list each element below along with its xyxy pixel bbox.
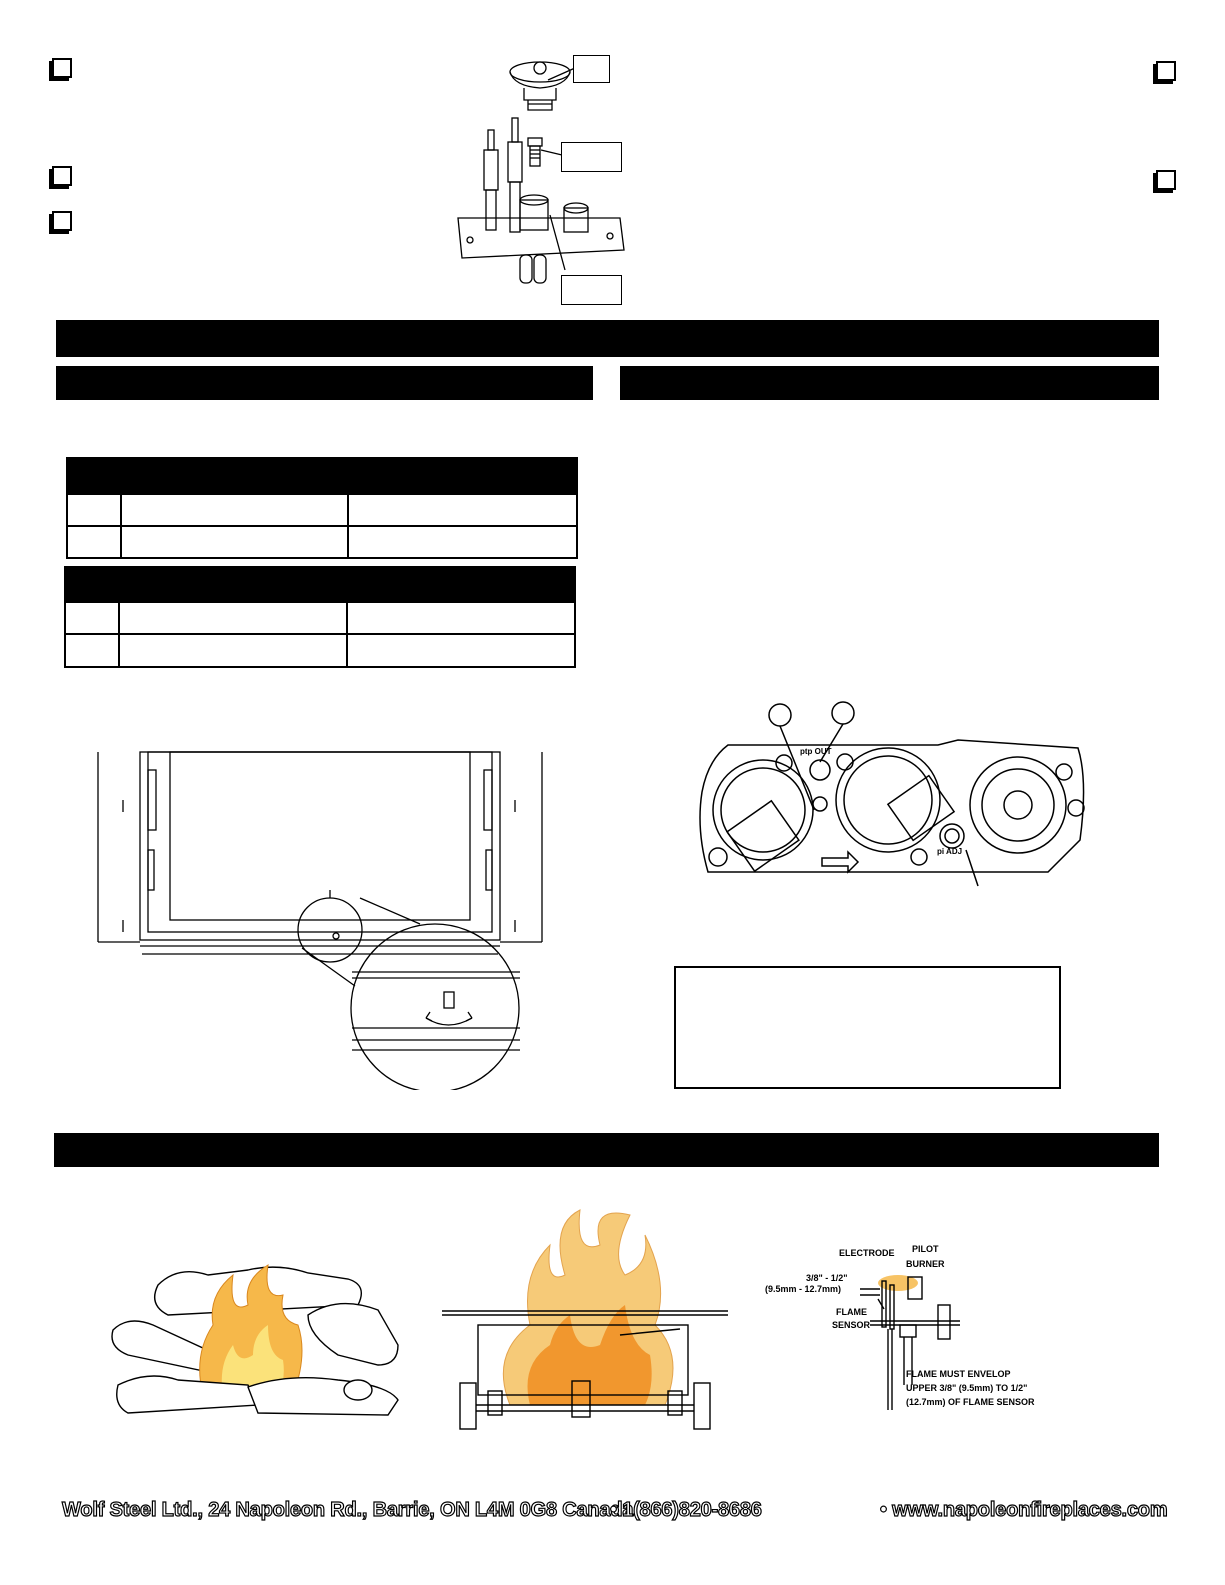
footer-phone[interactable]: • 1(866)820-8686 bbox=[610, 1499, 762, 1521]
section-header-bar-main bbox=[56, 320, 1159, 357]
fireplace-frame-illustration bbox=[90, 750, 550, 1090]
table-row bbox=[68, 525, 576, 557]
label-flame-note-line1: FLAME MUST ENVELOP bbox=[906, 1369, 1011, 1379]
label-flame-note-line2: UPPER 3/8" (9.5mm) TO 1/2" bbox=[906, 1383, 1028, 1393]
table-divider bbox=[347, 493, 349, 557]
checkbox-top-left-3[interactable] bbox=[52, 211, 72, 231]
label-ptp-out: ptp OUT bbox=[800, 747, 832, 756]
table-header bbox=[68, 459, 576, 493]
section-header-bar-right bbox=[620, 366, 1159, 400]
spec-table-1 bbox=[66, 457, 578, 559]
table-divider bbox=[120, 493, 122, 557]
label-flame-sensor-line2: SENSOR bbox=[832, 1320, 871, 1330]
section-header-bar-bottom bbox=[54, 1133, 1159, 1167]
label-pi-adj: pi ADJ bbox=[937, 847, 963, 856]
label-gap-line1: 3/8" - 1/2" bbox=[806, 1273, 848, 1283]
burner-flame-illustration bbox=[440, 1205, 730, 1435]
note-box bbox=[674, 966, 1061, 1089]
callout-box-3 bbox=[561, 275, 622, 305]
checkbox-top-left-1[interactable] bbox=[52, 58, 72, 78]
section-header-bar-left bbox=[56, 366, 593, 400]
label-gap-line2: (9.5mm - 12.7mm) bbox=[765, 1284, 842, 1294]
checkbox-top-right-1[interactable] bbox=[1156, 61, 1176, 81]
table-divider bbox=[346, 601, 348, 666]
log-set-flame-illustration bbox=[108, 1255, 408, 1420]
pilot-assembly-illustration bbox=[440, 50, 640, 310]
footer-address: Wolf Steel Ltd., 24 Napoleon Rd., Barrie, ON L4M 0G8 Canada bbox=[62, 1499, 634, 1521]
label-pilot-line2: BURNER bbox=[906, 1259, 945, 1269]
callout-box-2 bbox=[561, 142, 622, 172]
callout-box-1 bbox=[573, 55, 610, 83]
label-pilot-line1: PILOT bbox=[912, 1244, 939, 1254]
table-divider bbox=[118, 601, 120, 666]
gas-valve-illustration bbox=[688, 700, 1098, 890]
spec-table-2 bbox=[64, 566, 576, 668]
table-header bbox=[66, 568, 574, 601]
table-row bbox=[66, 633, 574, 665]
label-flame-note-line3: (12.7mm) OF FLAME SENSOR bbox=[906, 1397, 1035, 1407]
checkbox-top-right-2[interactable] bbox=[1156, 170, 1176, 190]
checkbox-top-left-2[interactable] bbox=[52, 166, 72, 186]
label-flame-sensor-line1: FLAME bbox=[836, 1307, 867, 1317]
table-row bbox=[68, 493, 576, 525]
footer-website[interactable]: • www.napoleonfireplaces.com bbox=[880, 1499, 1168, 1521]
table-row bbox=[66, 601, 574, 633]
label-electrode: ELECTRODE bbox=[839, 1248, 895, 1258]
